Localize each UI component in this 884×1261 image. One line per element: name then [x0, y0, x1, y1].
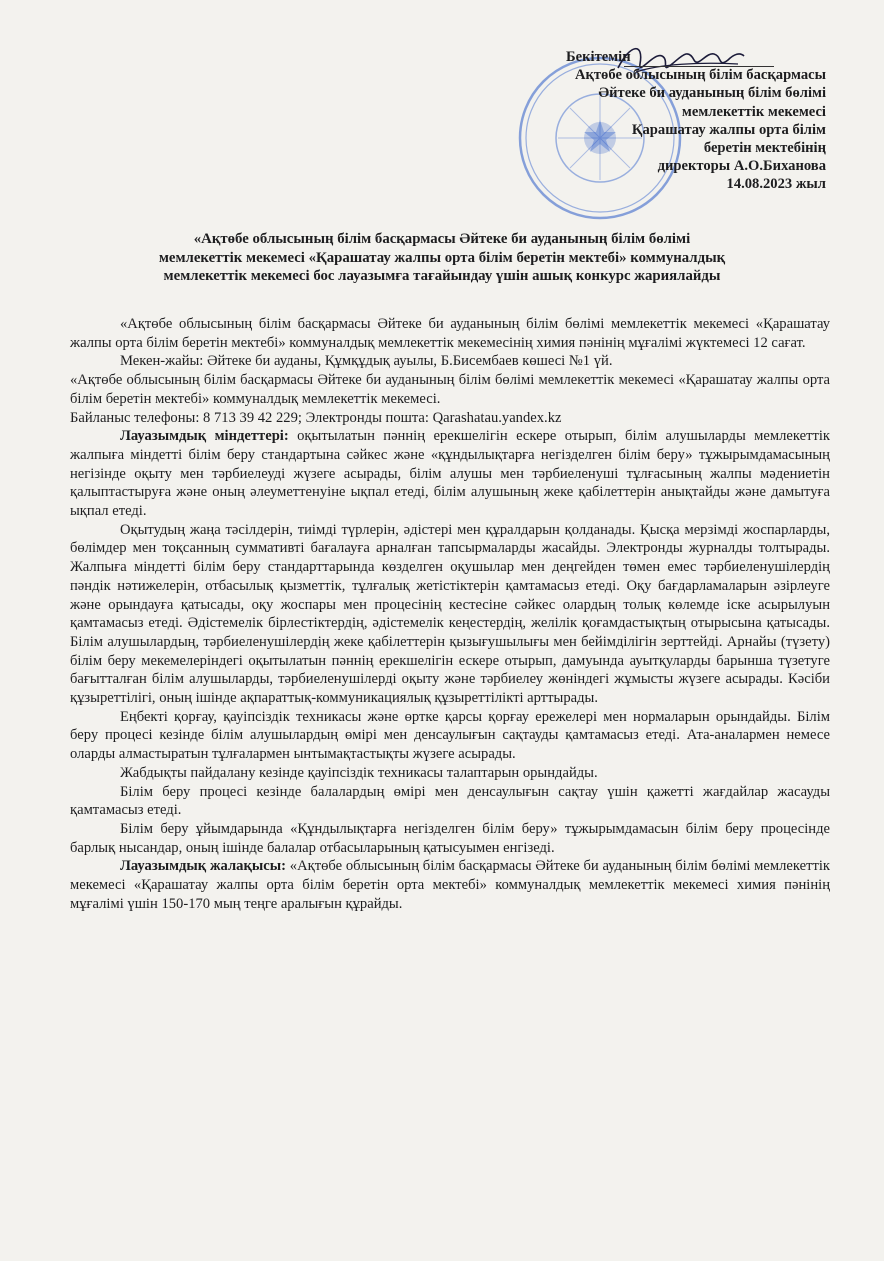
duties-paragraph	[70, 427, 830, 521]
address-paragraph: Мекен-жайы: Әйтеке би ауданы, Құмқұдық ауылы, Б.Бисембаев көшесі №1 үй.	[120, 353, 613, 370]
approval-line: Қарашатау жалпы орта білім	[631, 121, 826, 138]
approval-line: беретін мектебінің	[703, 140, 826, 157]
approval-date: 14.08.2023 жыл	[726, 176, 826, 193]
title-line: мемлекеттік мекемесі «Қарашатау жалпы орта білім беретін мектебі» коммуналдық	[158, 249, 726, 266]
approval-line: Ақтөбе облысының білім басқармасы	[574, 67, 826, 84]
organization-paragraph: «Ақтөбе облысының білім басқармасы Әйтеке би ауданының білім бөлімі мемлекеттік мекемесі «Қарашатау жалпы орта білім беретін мектебі» коммуналдық мемлекеттік мекемесі.	[70, 372, 830, 407]
salary-label: Лауазымдық жалақысы:	[120, 858, 287, 875]
approval-line: Бекітемін	[566, 49, 631, 65]
safety-paragraph: Еңбекті қорғау, қауіпсіздік техникасы және өртке қарсы қорғау ережелері мен нормаларын орындайды. Білім беру процесі кезінде білім алушылардың өмірі мен денсаулығын сақтауды қамтамасыз етеді. Ата-аналармен немесе оларды алмастыратын тұлғалармен ынтымақтастықты жүзеге асырады.	[70, 708, 830, 763]
salary-paragraph	[70, 857, 830, 913]
children-safety-paragraph: Білім беру процесі кезінде балалардың өмірі мен денсаулығын сақтау үшін қажетті жағдайлар жасауды қамтамасыз етеді.	[70, 783, 830, 819]
document-title	[70, 230, 814, 286]
duties-label: Лауазымдық міндеттері:	[120, 428, 289, 445]
duties-text: оқытылатын пәннің ерекшелігін ескере отырып, білім алушыларды мемлекеттік жалпыға міндетті білім беру стандартына сәйкес және «құндылықтарға негізделген білім беру» тұжырымдамасының негізінде оқыту мен тәрбиелеуді жүзеге асырады, білім алушы мен тәрбиеленуші тұлғасының жалпы мәдениетін қалыптастыруға және оның әлеуметтенуіне ықпал етеді, білім алушының жеке қабілеттерін анықтайды және дамытуға ықпал етеді.	[70, 428, 830, 520]
document-body	[70, 315, 830, 914]
values-paragraph: Білім беру ұйымдарында «Құндылықтарға негізделген білім беру» тұжырымдамасын білім беру процесінде барлық нысандар, оның ішінде балалар отбасыларының қатысуымен енгізеді.	[70, 820, 830, 856]
title-line: «Ақтөбе облысының білім басқармасы Әйтеке би ауданының білім бөлімі	[193, 231, 691, 247]
approval-line: мемлекеттік мекемесі	[681, 103, 826, 120]
approval-line: Әйтеке би ауданының білім бөлімі	[598, 85, 826, 102]
approval-line: директоры А.О.Биханова	[657, 158, 826, 175]
title-line: мемлекеттік мекемесі бос лауазымға тағайындау үшін ашық конкурс жариялайды	[163, 268, 721, 285]
equipment-paragraph: Жабдықты пайдалану кезінде қауіпсіздік техникасы талаптарын орындайды.	[120, 764, 598, 781]
salary-text: «Ақтөбе облысының білім басқармасы Әйтеке би ауданының білім бөлімі мемлекеттік мекемесі «Қарашатау жалпы орта білім беретін орта мектебі» коммуналдық мемлекеттік мекемесі химия пәнінің мұғалімі үшін 150-170 мың теңге аралығын құрайды.	[70, 858, 830, 912]
approval-block	[506, 48, 826, 194]
contacts-paragraph: Байланыс телефоны: 8 713 39 42 229; Электронды пошта: Qarashatau.yandex.kz	[70, 409, 562, 426]
methods-paragraph: Оқытудың жаңа тәсілдерін, тиімді түрлерін, әдістері мен құралдарын қолданады. Қысқа мерзімді жоспарларды, бөлімдер мен тоқсанның суммативті бағалауға арналған тапсырмаларды жасайды. Электронды журналды толтырады. Жалпыға міндетті білім беру стандарттарында көзделген оқушылар мен деңгейден төмен емес тәрбиеленушілердің пәндік нәтижелерін, отбасылық қызметтік, тұлғалық жетістіктерін қамтамасыз етеді. Оқу бағдарламаларын әзірлеуге және орындауға қатысады, оқу жоспары мен процесінің кестесіне сәйкес олардың толық көлемде іске асырылуын қамтамасыз етеді. Әдістемелік бірлестіктердің, әдістемелік кеңестердің, желілік қоғамдастықтың отырысына қатысады. Білім алушылардың, тәрбиеленушілердің жеке қабілеттерін қызығушылығы мен бейімділігін зерттейді. Арнайы (түзету) білім беру мекемелеріндегі оқытылатын пәннің ерекшелігін ескере отырып, дамуында ауытқуларды барынша түзетуге бағытталған білім алушыларды, тәрбиеленушілерді оқыту және тәрбиелеу жөніндегі жұмысты жүзеге асырады. Кәсіби құзыреттілігі, оның ішінде ақпараттық-коммуникациялық құзыреттілікті арттырады.	[70, 521, 830, 707]
intro-paragraph: «Ақтөбе облысының білім басқармасы Әйтеке би ауданының білім бөлімі мемлекеттік мекемесі «Қарашатау жалпы орта білім беретін мектебі» коммуналдық мемлекеттік мекемесінің химия пәнінің мұғалімі жүктемесі 12 сағат.	[70, 316, 830, 351]
